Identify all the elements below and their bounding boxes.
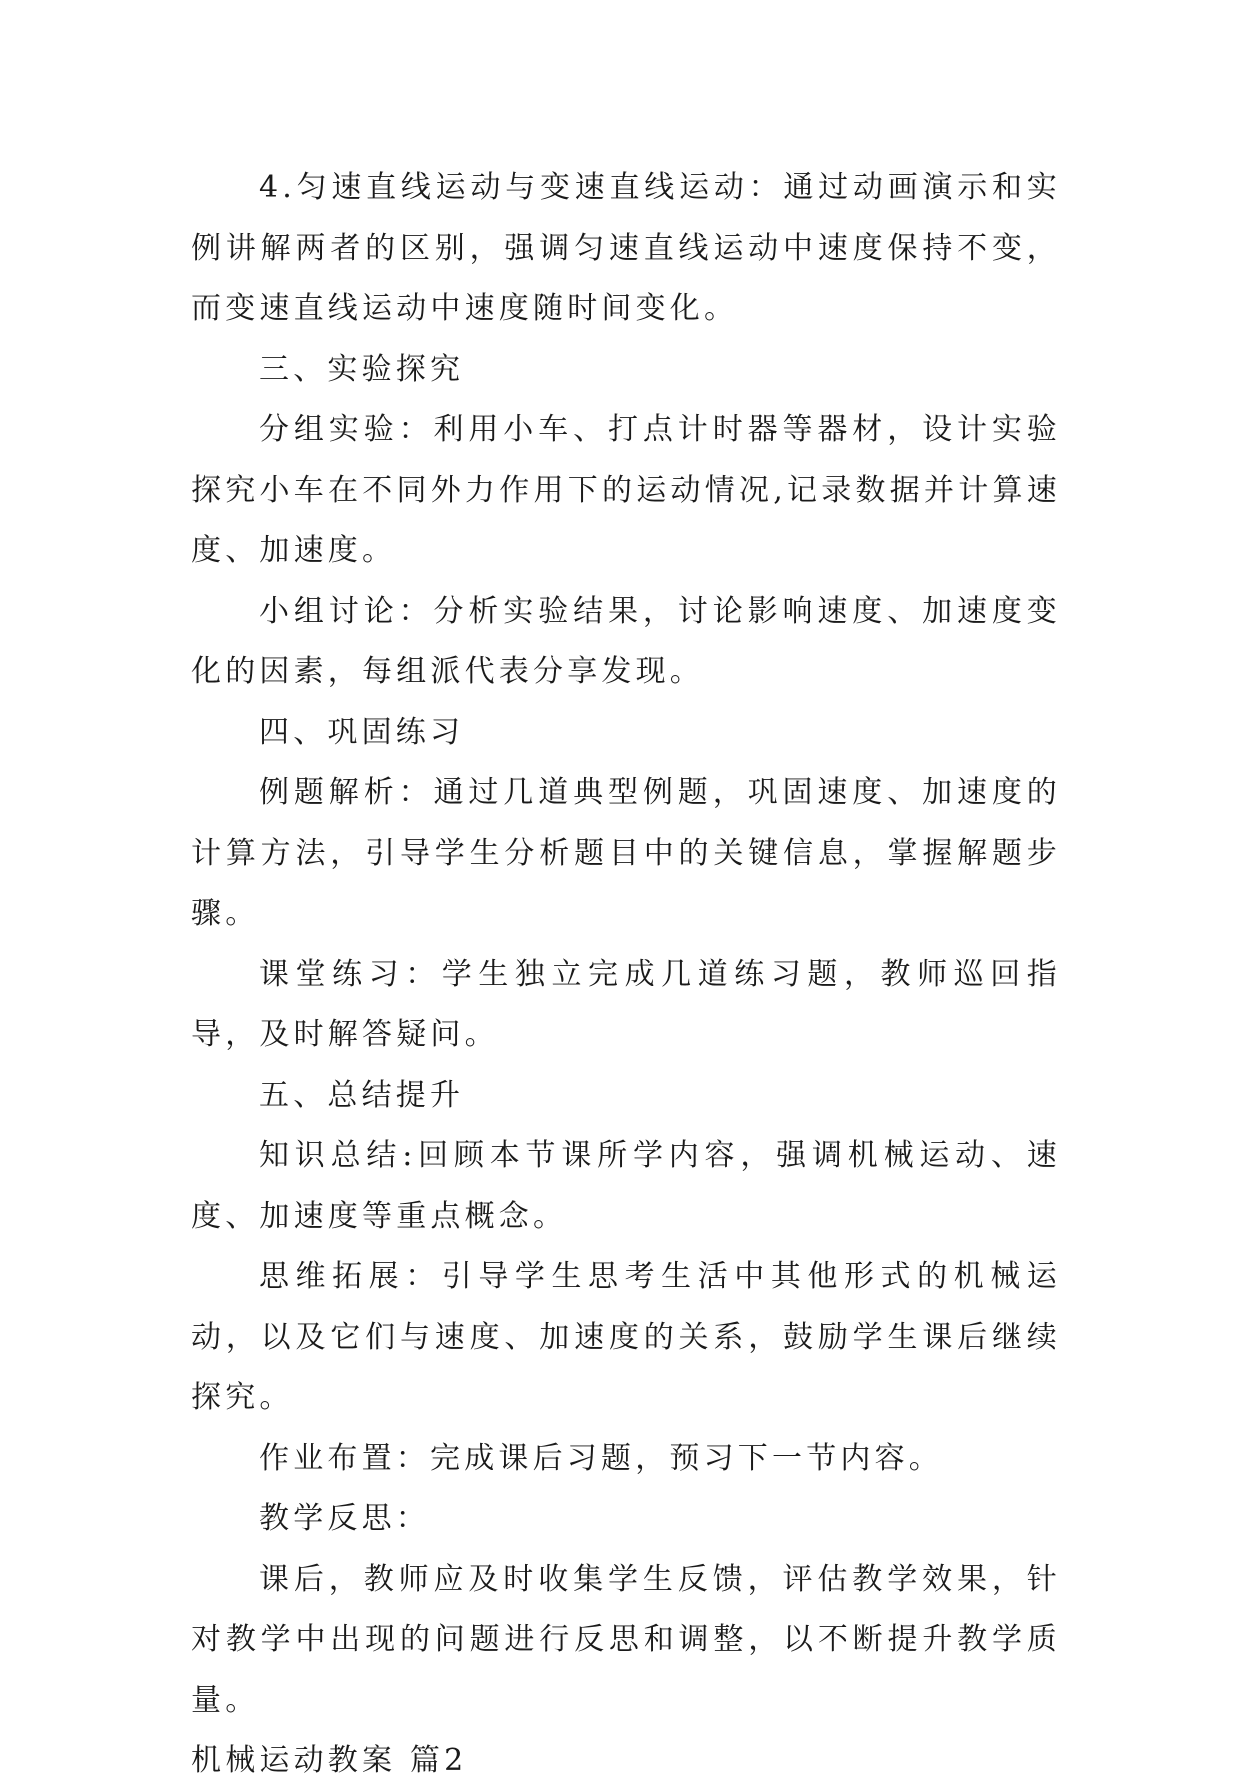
paragraph-uniform-vs-variable-motion: 4.匀速直线运动与变速直线运动：通过动画演示和实例讲解两者的区别，强调匀速直线运动中速度保持不变，而变速直线运动中速度随时间变化。 [191, 170, 1061, 326]
paragraph-teaching-reflection: 课后，教师应及时收集学生反馈，评估教学效果，针对教学中出现的问题进行反思和调整，以不断提升教学质量。 [191, 1561, 1061, 1718]
paragraph-class-exercise: 课堂练习：学生独立完成几道练习题，教师巡回指导，及时解答疑问。 [191, 956, 1061, 1052]
paragraph-homework: 作业布置：完成课后习题，预习下一节内容。 [259, 1440, 943, 1476]
document-body [191, 158, 1061, 1792]
paragraph-knowledge-summary: 知识总结:回顾本节课所学内容，强调机械运动、速度、加速度等重点概念。 [191, 1138, 1061, 1234]
next-section-title: 机械运动教案 篇2 [191, 1743, 468, 1778]
paragraph-group-experiment: 分组实验：利用小车、打点计时器等器材，设计实验探究小车在不同外力作用下的运动情况,记录数据并计算速度、加速度。 [191, 412, 1061, 568]
paragraph-group-discussion: 小组讨论：分析实验结果，讨论影响速度、加速度变化的因素，每组派代表分享发现。 [191, 593, 1061, 689]
paragraph-example-analysis: 例题解析：通过几道典型例题，巩固速度、加速度的计算方法，引导学生分析题目中的关键信息，掌握解题步骤。 [191, 775, 1061, 931]
section-heading-summary: 五、总结提升 [259, 1077, 465, 1113]
section-heading-practice: 四、巩固练习 [259, 714, 465, 750]
section-heading-experiment: 三、实验探究 [259, 351, 465, 387]
paragraph-thinking-extension: 思维拓展：引导学生思考生活中其他形式的机械运动，以及它们与速度、加速度的关系，鼓励学生课后继续探究。 [191, 1259, 1061, 1415]
paragraph-teaching-reflection-label: 教学反思： [259, 1501, 430, 1536]
